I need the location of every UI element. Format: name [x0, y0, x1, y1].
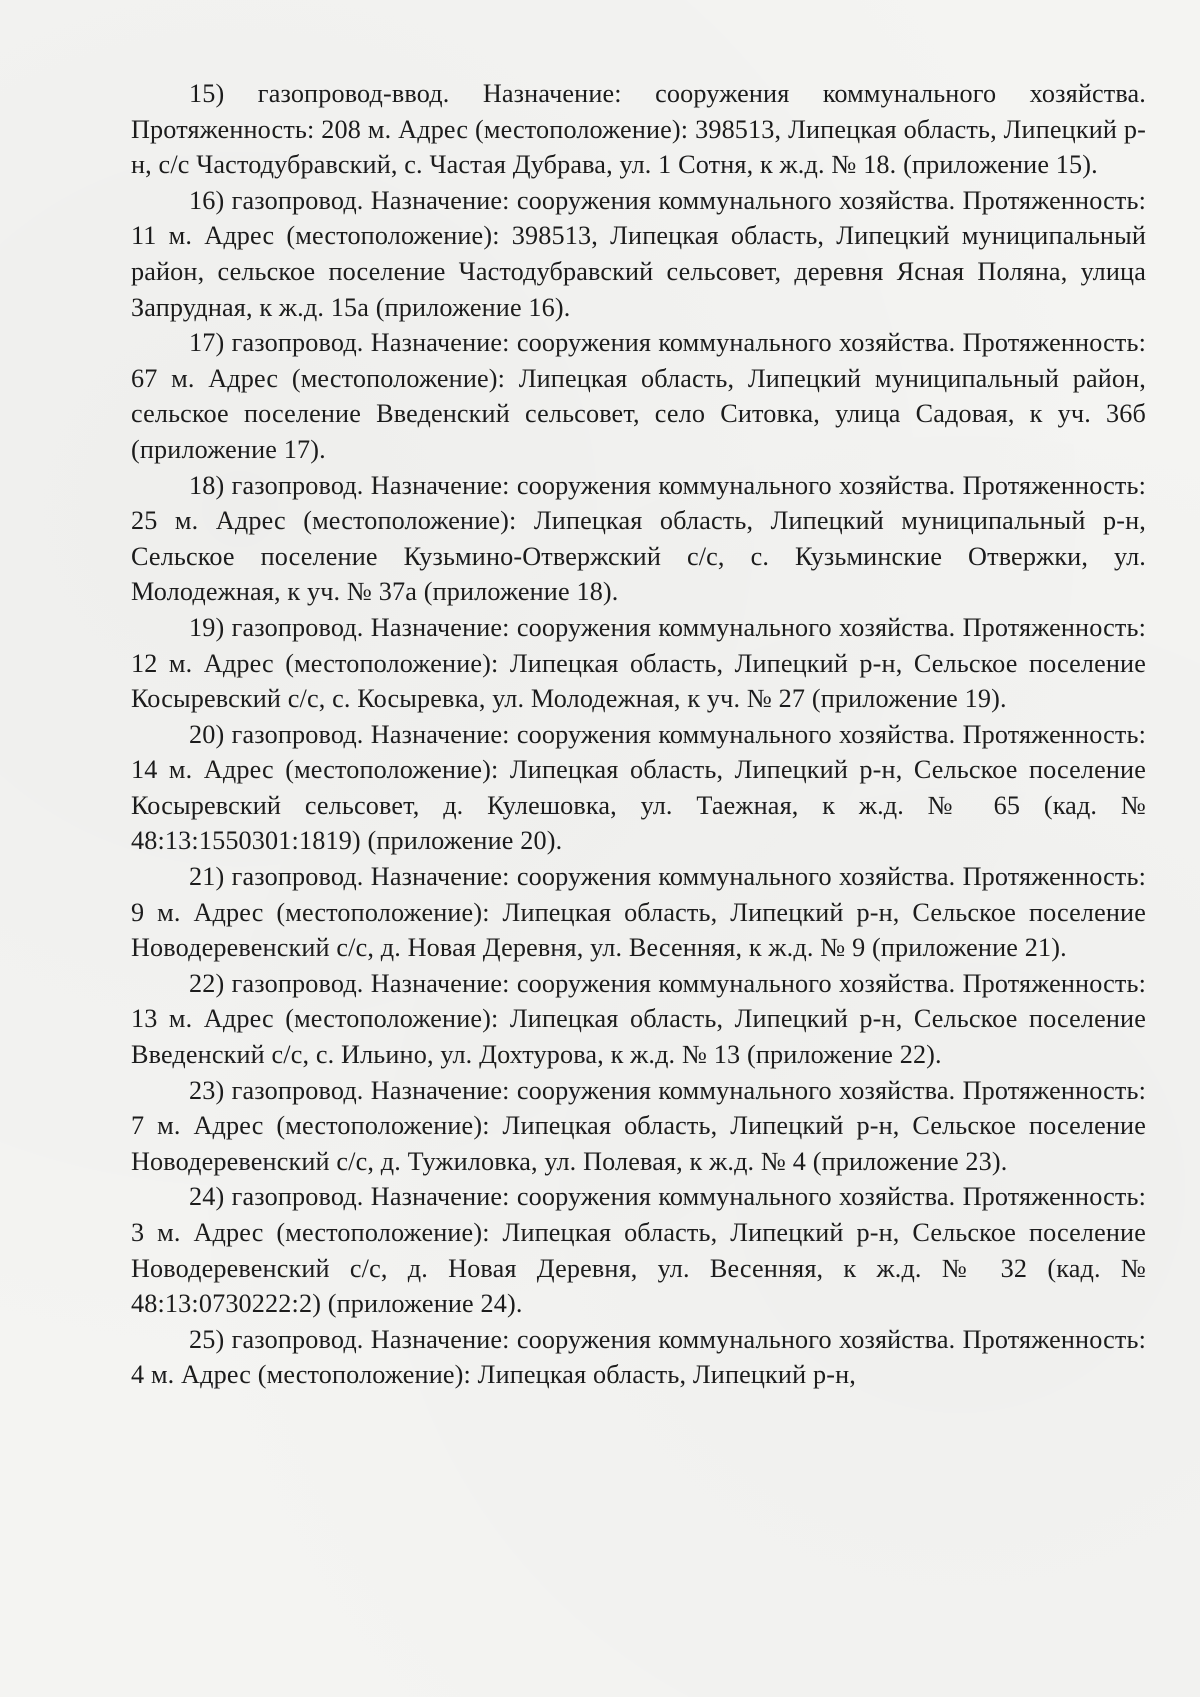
paragraph-item-16: 16) газопровод. Назначение: сооружения коммунального хозяйства. Протяженность: 11 м. Адрес (местоположение): 398513, Липецкая область, Липецкий муниципальный район, сельское поселение Частодубравский сельсовет, деревня Ясная Поляна, улица Запрудная, к ж.д. 15а (приложение 16).: [131, 185, 1146, 322]
paragraph-item-25: 25) газопровод. Назначение: сооружения коммунального хозяйства. Протяженность: 4 м. Адрес (местоположение): Липецкая область, Липецкий р-н,: [131, 1324, 1146, 1390]
document-body: [131, 76, 1146, 1393]
paragraph-item-20: 20) газопровод. Назначение: сооружения коммунального хозяйства. Протяженность: 14 м. Адрес (местоположение): Липецкая область, Липецкий р-н, Сельское поселение Косыревский сельсовет, д. Кулешовка, ул. Таежная, к ж.д. № 65 (кад. № 48:13:1550301:1819) (приложение 20).: [131, 719, 1146, 856]
paragraph-item-22: 22) газопровод. Назначение: сооружения коммунального хозяйства. Протяженность: 13 м. Адрес (местоположение): Липецкая область, Липецкий р-н, Сельское поселение Введенский с/с, с. Ильино, ул. Дохтурова, к ж.д. № 13 (приложение 22).: [131, 968, 1146, 1070]
paragraph-item-19: 19) газопровод. Назначение: сооружения коммунального хозяйства. Протяженность: 12 м. Адрес (местоположение): Липецкая область, Липецкий р-н, Сельское поселение Косыревский с/с, с. Косыревка, ул. Молодежная, к уч. № 27 (приложение 19).: [131, 612, 1146, 714]
paragraph-item-24: 24) газопровод. Назначение: сооружения коммунального хозяйства. Протяженность: 3 м. Адрес (местоположение): Липецкая область, Липецкий р-н, Сельское поселение Новодеревенский с/с, д. Новая Деревня, ул. Весенняя, к ж.д. № 32 (кад. № 48:13:0730222:2) (приложение 24).: [131, 1182, 1146, 1319]
paragraph-item-15: 15) газопровод-ввод. Назначение: сооружения коммунального хозяйства. Протяженность: 208 м. Адрес (местоположение): 398513, Липецкая область, Липецкий р-н, с/с Частодубравский, с. Частая Дубрава, ул. 1 Сотня, к ж.д. № 18. (приложение 15).: [131, 79, 1146, 180]
paragraph-item-18: 18) газопровод. Назначение: сооружения коммунального хозяйства. Протяженность: 25 м. Адрес (местоположение): Липецкая область, Липецкий муниципальный р-н, Сельское поселение Кузьмино-Отвержский с/с, с. Кузьминские Отвержки, ул. Молодежная, к уч. № 37а (приложение 18).: [131, 470, 1146, 607]
paragraph-item-17: 17) газопровод. Назначение: сооружения коммунального хозяйства. Протяженность: 67 м. Адрес (местоположение): Липецкая область, Липецкий муниципальный район, сельское поселение Введенский сельсовет, село Ситовка, улица Садовая, к уч. 36б (приложение 17).: [131, 328, 1146, 464]
paragraph-item-21: 21) газопровод. Назначение: сооружения коммунального хозяйства. Протяженность: 9 м. Адрес (местоположение): Липецкая область, Липецкий р-н, Сельское поселение Новодеревенский с/с, д. Новая Деревня, ул. Весенняя, к ж.д. № 9 (приложение 21).: [131, 862, 1146, 963]
paragraph-item-23: 23) газопровод. Назначение: сооружения коммунального хозяйства. Протяженность: 7 м. Адрес (местоположение): Липецкая область, Липецкий р-н, Сельское поселение Новодеревенский с/с, д. Тужиловка, ул. Полевая, к ж.д. № 4 (приложение 23).: [131, 1075, 1146, 1176]
